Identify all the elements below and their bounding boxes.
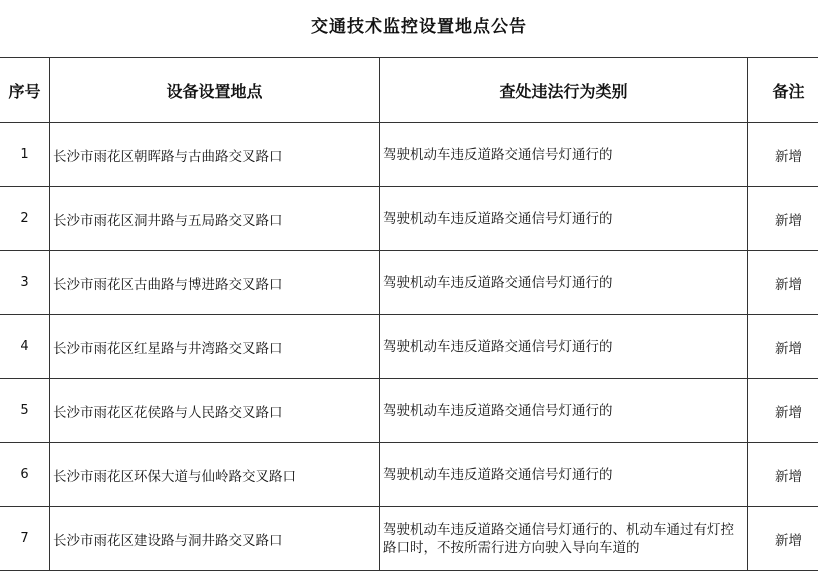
table-row bbox=[0, 507, 818, 571]
cell-violation: 驾驶机动车违反道路交通信号灯通行的 bbox=[380, 443, 748, 507]
monitoring-locations-table bbox=[0, 57, 818, 571]
header-violation-category: 查处违法行为类别 bbox=[380, 58, 748, 123]
table-row bbox=[0, 251, 818, 315]
cell-location: 长沙市雨花区环保大道与仙岭路交叉路口 bbox=[50, 443, 380, 507]
table-row bbox=[0, 187, 818, 251]
cell-violation: 驾驶机动车违反道路交通信号灯通行的、机动车通过有灯控路口时，不按所需行进方向驶入导向车道的 bbox=[380, 507, 748, 571]
cell-violation: 驾驶机动车违反道路交通信号灯通行的 bbox=[380, 187, 748, 251]
header-device-location: 设备设置地点 bbox=[50, 58, 380, 123]
cell-serial-number: 3 bbox=[0, 251, 50, 315]
cell-serial-number: 4 bbox=[0, 315, 50, 379]
table-header-row bbox=[0, 58, 818, 123]
table-row bbox=[0, 315, 818, 379]
cell-location: 长沙市雨花区朝晖路与古曲路交叉路口 bbox=[50, 123, 380, 187]
cell-serial-number: 5 bbox=[0, 379, 50, 443]
cell-location: 长沙市雨花区建设路与洞井路交叉路口 bbox=[50, 507, 380, 571]
cell-violation: 驾驶机动车违反道路交通信号灯通行的 bbox=[380, 379, 748, 443]
cell-remark: 新增 bbox=[748, 187, 818, 251]
cell-violation: 驾驶机动车违反道路交通信号灯通行的 bbox=[380, 251, 748, 315]
cell-location: 长沙市雨花区红星路与井湾路交叉路口 bbox=[50, 315, 380, 379]
cell-remark: 新增 bbox=[748, 123, 818, 187]
cell-serial-number: 1 bbox=[0, 123, 50, 187]
cell-violation: 驾驶机动车违反道路交通信号灯通行的 bbox=[380, 315, 748, 379]
page-title: 交通技术监控设置地点公告 bbox=[0, 12, 818, 37]
table-row bbox=[0, 123, 818, 187]
cell-remark: 新增 bbox=[748, 251, 818, 315]
cell-remark: 新增 bbox=[748, 507, 818, 571]
cell-serial-number: 6 bbox=[0, 443, 50, 507]
cell-remark: 新增 bbox=[748, 443, 818, 507]
cell-location: 长沙市雨花区洞井路与五局路交叉路口 bbox=[50, 187, 380, 251]
cell-remark: 新增 bbox=[748, 379, 818, 443]
cell-serial-number: 2 bbox=[0, 187, 50, 251]
cell-violation: 驾驶机动车违反道路交通信号灯通行的 bbox=[380, 123, 748, 187]
cell-serial-number: 7 bbox=[0, 507, 50, 571]
table-row bbox=[0, 443, 818, 507]
cell-remark: 新增 bbox=[748, 315, 818, 379]
header-serial-number: 序号 bbox=[0, 58, 50, 123]
table-row bbox=[0, 379, 818, 443]
header-remarks: 备注 bbox=[748, 58, 818, 123]
cell-location: 长沙市雨花区古曲路与博进路交叉路口 bbox=[50, 251, 380, 315]
cell-location: 长沙市雨花区花侯路与人民路交叉路口 bbox=[50, 379, 380, 443]
